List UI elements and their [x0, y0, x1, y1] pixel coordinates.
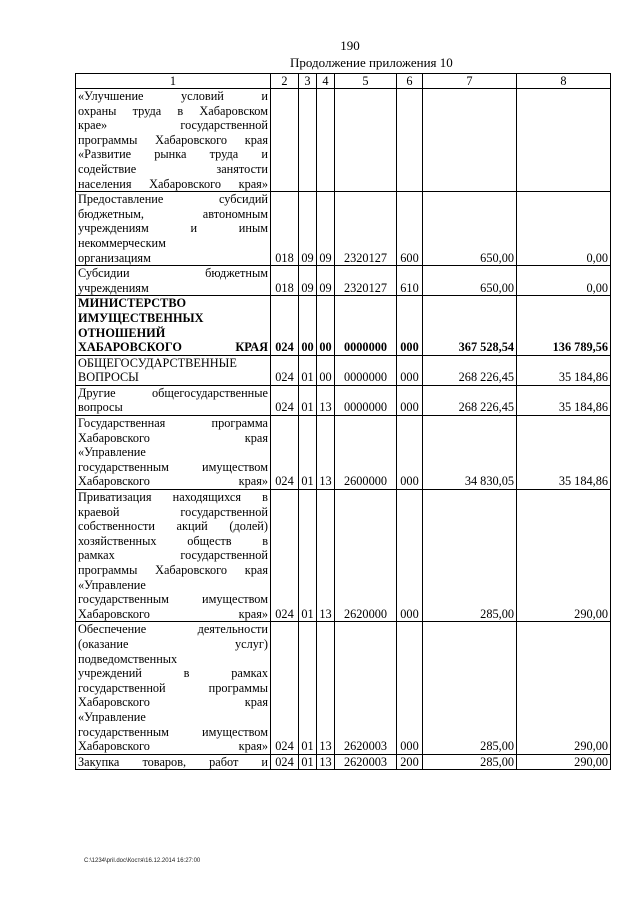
amount-year-1: 268 226,45: [423, 355, 517, 385]
row-name: [76, 89, 271, 192]
row-name: [76, 296, 271, 355]
row-name-line: «Управление: [78, 709, 146, 724]
expense-type-code: [397, 89, 423, 192]
amount-year-2: 290,00: [517, 754, 611, 770]
amount-year-1: 650,00: [423, 266, 517, 296]
subsection-code: 09: [317, 266, 335, 296]
row-name-line: государственной программы: [78, 680, 268, 695]
row-name-line: государственным имуществом: [78, 592, 268, 607]
target-article-code: [335, 89, 397, 192]
target-article-code: 2620003: [335, 622, 397, 754]
gr-code: 018: [271, 192, 299, 266]
row-name-line: ВОПРОСЫ: [78, 370, 139, 385]
amount-year-2: 0,00: [517, 192, 611, 266]
section-code: 01: [299, 385, 317, 415]
file-path-footer: C:\1234\pril.doc\Костя\16.12.2014 16:27:00: [84, 858, 201, 864]
amount-year-2: 35 184,86: [517, 416, 611, 490]
column-header: 5: [335, 74, 397, 89]
header-row: [76, 74, 611, 89]
section-code: [299, 89, 317, 192]
row-name-line: учреждений в рамках: [78, 666, 268, 681]
amount-year-2: [517, 89, 611, 192]
table-row: [76, 622, 611, 754]
amount-year-1: [423, 89, 517, 192]
table-row: [76, 754, 611, 770]
target-article-code: 2320127: [335, 266, 397, 296]
gr-code: 024: [271, 622, 299, 754]
row-name-line: Закупка товаров, работ и: [78, 754, 268, 769]
gr-code: 024: [271, 754, 299, 770]
row-name-line: учреждениям и иным: [78, 221, 268, 236]
row-name-line: некоммерческим: [78, 235, 166, 250]
row-name-line: Государственная программа: [78, 416, 268, 431]
gr-code: 024: [271, 385, 299, 415]
row-name-line: ОБЩЕГОСУДАРСТВЕННЫЕ: [78, 355, 237, 370]
row-name-line: Хабаровского края: [78, 430, 268, 445]
subsection-code: 09: [317, 192, 335, 266]
column-header: 3: [299, 74, 317, 89]
table-row: [76, 266, 611, 296]
row-name-line: «Развитие рынка труда и: [78, 147, 268, 162]
row-name-line: Приватизация находящихся в: [78, 490, 268, 505]
section-code: 01: [299, 622, 317, 754]
expense-type-code: 000: [397, 296, 423, 355]
row-name: [76, 266, 271, 296]
section-code: 09: [299, 266, 317, 296]
row-name-line: программы Хабаровского края: [78, 132, 268, 147]
row-name-line: государственным имуществом: [78, 459, 268, 474]
row-name-line: Хабаровского края»: [78, 474, 268, 489]
expense-type-code: 200: [397, 754, 423, 770]
section-code: 01: [299, 355, 317, 385]
gr-code: 024: [271, 355, 299, 385]
expense-type-code: 600: [397, 192, 423, 266]
column-header: 7: [423, 74, 517, 89]
page-number: 190: [340, 38, 360, 53]
column-header: 6: [397, 74, 423, 89]
table-row: [76, 490, 611, 622]
row-name-line: рамках государственной: [78, 548, 268, 563]
table-row: [76, 192, 611, 266]
column-header: 2: [271, 74, 299, 89]
row-name-line: вопросы: [78, 400, 123, 415]
amount-year-2: 290,00: [517, 490, 611, 622]
row-name-line: Хабаровского края»: [78, 606, 268, 621]
row-name-line: учреждениям: [78, 280, 149, 295]
row-name-line: краевой государственной: [78, 504, 268, 519]
section-code: 09: [299, 192, 317, 266]
row-name: [76, 622, 271, 754]
row-name-line: ИМУЩЕСТВЕННЫХ: [78, 310, 204, 325]
row-name-line: Хабаровского края: [78, 695, 268, 710]
target-article-code: 2320127: [335, 192, 397, 266]
row-name-line: Субсидии бюджетным: [78, 266, 268, 281]
expense-type-code: 610: [397, 266, 423, 296]
target-article-code: 0000000: [335, 355, 397, 385]
row-name-line: МИНИСТЕРСТВО: [78, 296, 187, 311]
amount-year-1: 285,00: [423, 622, 517, 754]
row-name-line: «Улучшение условий и: [78, 89, 268, 103]
amount-year-1: 285,00: [423, 754, 517, 770]
subsection-code: 13: [317, 490, 335, 622]
table-row: [76, 385, 611, 415]
amount-year-2: 35 184,86: [517, 355, 611, 385]
row-name-line: охраны труда в Хабаровском: [78, 103, 268, 118]
row-name-line: содействие занятости: [78, 161, 268, 176]
section-code: 01: [299, 416, 317, 490]
amount-year-1: 650,00: [423, 192, 517, 266]
table-row: [76, 296, 611, 355]
row-name-line: бюджетным, автономным: [78, 206, 268, 221]
expense-type-code: 000: [397, 416, 423, 490]
subsection-code: 00: [317, 296, 335, 355]
subsection-code: 13: [317, 416, 335, 490]
row-name-line: (оказание услуг): [78, 636, 268, 651]
column-header: 8: [517, 74, 611, 89]
target-article-code: 0000000: [335, 385, 397, 415]
subsection-code: 13: [317, 385, 335, 415]
table-row: [76, 416, 611, 490]
row-name-line: подведомственных: [78, 651, 178, 666]
row-name-line: «Управление: [78, 445, 146, 460]
subsection-code: 13: [317, 754, 335, 770]
row-name-line: «Управление: [78, 577, 146, 592]
expense-type-code: 000: [397, 385, 423, 415]
amount-year-1: 285,00: [423, 490, 517, 622]
row-name: [76, 416, 271, 490]
gr-code: 024: [271, 296, 299, 355]
gr-code: 024: [271, 416, 299, 490]
row-name-line: населения Хабаровского края»: [78, 176, 268, 191]
row-name-line: крае» государственной: [78, 118, 268, 133]
table-row: [76, 89, 611, 192]
row-name-line: государственным имуществом: [78, 724, 268, 739]
target-article-code: 2620000: [335, 490, 397, 622]
amount-year-2: 35 184,86: [517, 385, 611, 415]
row-name-line: Хабаровского края»: [78, 739, 268, 754]
row-name: [76, 754, 271, 770]
column-header: 1: [76, 74, 271, 89]
section-code: 01: [299, 754, 317, 770]
subsection-code: [317, 89, 335, 192]
row-name-line: ХАБАРОВСКОГО КРАЯ: [78, 340, 268, 355]
target-article-code: 2620003: [335, 754, 397, 770]
section-code: 01: [299, 490, 317, 622]
gr-code: [271, 89, 299, 192]
amount-year-1: 34 830,05: [423, 416, 517, 490]
row-name: [76, 385, 271, 415]
amount-year-1: 367 528,54: [423, 296, 517, 355]
amount-year-1: 268 226,45: [423, 385, 517, 415]
gr-code: 024: [271, 490, 299, 622]
row-name-line: организациям: [78, 250, 151, 265]
continuation-title: Продолжение приложения 10: [290, 55, 453, 70]
expense-type-code: 000: [397, 490, 423, 622]
row-name-line: собственности акций (долей): [78, 519, 268, 534]
section-code: 00: [299, 296, 317, 355]
row-name: [76, 355, 271, 385]
expense-type-code: 000: [397, 622, 423, 754]
row-name-line: хозяйственных обществ в: [78, 533, 268, 548]
table-row: [76, 355, 611, 385]
target-article-code: 0000000: [335, 296, 397, 355]
expense-type-code: 000: [397, 355, 423, 385]
row-name: [76, 490, 271, 622]
budget-table: [75, 73, 611, 770]
row-name-line: ОТНОШЕНИЙ: [78, 325, 166, 340]
subsection-code: 13: [317, 622, 335, 754]
subsection-code: 00: [317, 355, 335, 385]
row-name-line: программы Хабаровского края: [78, 563, 268, 577]
row-name-line: Обеспечение деятельности: [78, 622, 268, 637]
gr-code: 018: [271, 266, 299, 296]
row-name-line: Другие общегосударственные: [78, 385, 268, 400]
amount-year-2: 0,00: [517, 266, 611, 296]
row-name-line: Предоставление субсидий: [78, 192, 268, 207]
amount-year-2: 136 789,56: [517, 296, 611, 355]
column-header: 4: [317, 74, 335, 89]
amount-year-2: 290,00: [517, 622, 611, 754]
row-name: [76, 192, 271, 266]
target-article-code: 2600000: [335, 416, 397, 490]
